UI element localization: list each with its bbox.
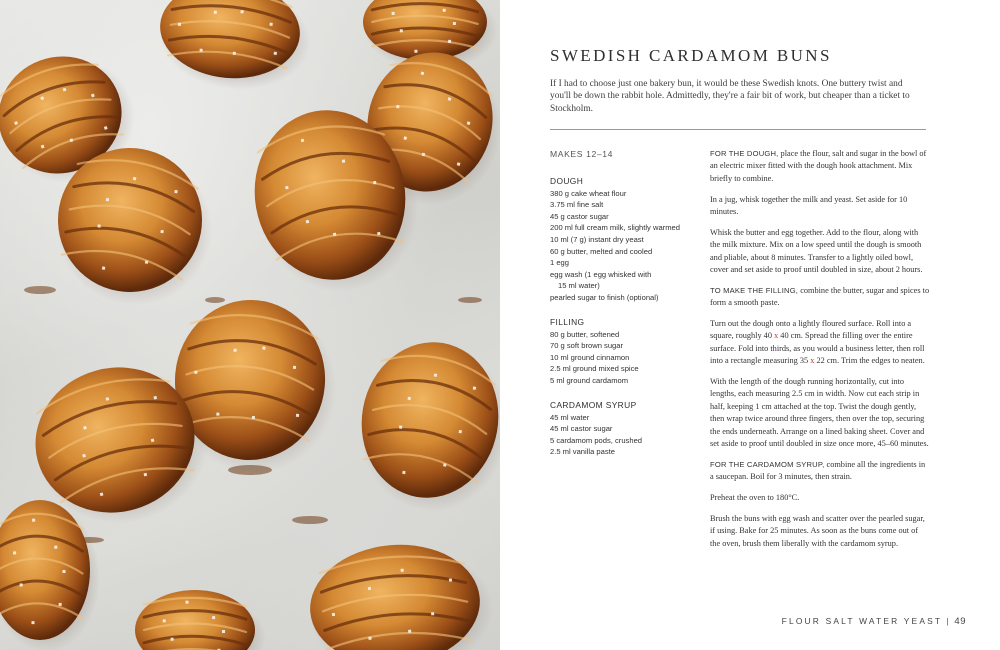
ingredient-item: 45 g castor sugar (550, 211, 609, 221)
ingredient-item: 10 ml ground cinnamon (550, 352, 630, 362)
group-title: DOUGH (550, 175, 584, 186)
ingredient-item: 3.75 ml fine salt (550, 200, 604, 210)
ingredient-item: 5 ml ground cardamom (550, 375, 629, 385)
divider (550, 129, 926, 130)
step-text: place the flour, salt and sugar in the bowl of an electric mixer fitted with the dough hook attachment. Mix briefly to combine. (710, 149, 927, 183)
recipe-page (500, 0, 1000, 650)
group-title: FILLING (550, 316, 585, 327)
ingredient-item: 10 ml (7 g) instant dry yeast (550, 234, 644, 244)
page-number: 49 (954, 616, 966, 627)
method-step (710, 148, 930, 185)
page-footer (782, 616, 966, 627)
cardamom-bun (135, 590, 266, 650)
method-step (710, 318, 930, 368)
times-sign: x (810, 356, 815, 366)
ingredient-item: 5 cardamom pods, crushed (550, 435, 643, 445)
ingredient-group-syrup (550, 399, 700, 458)
ingredient-item: pearled sugar to finish (optional) (550, 292, 659, 302)
ingredient-item: egg wash (1 egg whisked with (550, 269, 652, 279)
cardamom-bun (0, 500, 100, 650)
step-lead: FOR THE CARDAMOM SYRUP, (710, 459, 825, 469)
method-column (710, 148, 930, 558)
step-text: combine all the ingredients in a saucepan. Boil for 3 minutes, then strain. (710, 459, 926, 482)
ingredient-item: 45 ml castor sugar (550, 424, 613, 434)
ingredient-item: 60 g butter, melted and cooled (550, 246, 653, 256)
ingredient-item: 200 ml full cream milk, slightly warmed (550, 223, 680, 233)
ingredient-group-dough (550, 175, 700, 304)
ingredient-item: 1 egg (550, 258, 570, 268)
ingredient-item: 380 g cake wheat flour (550, 188, 627, 198)
ingredients-column (550, 149, 700, 470)
method-step (710, 459, 930, 484)
ingredient-group-filling (550, 316, 700, 387)
ingredient-item: 2.5 ml vanilla paste (550, 447, 616, 457)
step-lead: TO MAKE THE FILLING, (710, 285, 799, 295)
footer-separator: | (946, 616, 949, 626)
group-title: CARDAMOM SYRUP (550, 399, 637, 410)
method-step: Preheat the oven to 180°C. (710, 493, 800, 503)
yield-label: MAKES 12–14 (550, 149, 613, 159)
ingredient-item: 45 ml water (550, 412, 590, 422)
book-title: FLOUR SALT WATER YEAST (781, 616, 943, 626)
step-text: combine the butter, sugar and spices to form a smooth paste. (710, 285, 930, 308)
cardamom-bun (304, 537, 498, 650)
ingredient-item: 70 g soft brown sugar (550, 341, 624, 351)
recipe-intro: If I had to choose just one bakery bun, it would be these Swedish knots. One buttery twist and you'll be down the rabbit hole. Admittedly, they're a fair bit of work, but cheaper than a ticket to Stockholm. (550, 79, 910, 114)
recipe-title: SWEDISH CARDAMOM BUNS (550, 46, 832, 65)
ingredient-item: 2.5 ml ground mixed spice (550, 364, 639, 374)
continuation-text: 15 ml water) (558, 281, 600, 291)
method-step: With the length of the dough running horizontally, cut into lengths, each measuring 2.5 cm in width. Now cut each strip in half, keeping 1 cm attached at the top. Twist the dough gently, then wrap twice around three fingers, then over the top, securing the ends underneath. Arrange on a lined baking sheet. Cover and set aside to proof until doubled in size once more, 45–60 minutes. (710, 377, 929, 449)
times-sign: x (774, 331, 779, 341)
cardamom-bun (155, 0, 315, 96)
step-lead: FOR THE DOUGH, (710, 149, 779, 158)
cardamom-bun (347, 331, 500, 523)
ingredient-item-continued (550, 280, 700, 292)
step-text: 40 cm. Spread the filling over the entire surface. Fold into thirds, as you would a business letter, then roll into a rectangle measuring 35 (710, 331, 925, 366)
ingredient-item: 80 g butter, softened (550, 329, 620, 339)
method-step: Whisk the butter and egg together. Add to the flour, along with the milk mixture. Mix on a low speed until the dough is smooth and pliable, about 8 minutes. Transfer to a lightly oiled bowl, cover and set aside to proof until doubled in size, about 2 hours. (710, 227, 923, 275)
step-text: Turn out the dough onto a lightly floured surface. Roll into a square, roughly 40 (710, 319, 912, 341)
method-step (710, 285, 930, 310)
method-step: In a jug, whisk together the milk and yeast. Set aside for 10 minutes. (710, 194, 908, 217)
step-text: 22 cm. Trim the edges to neaten. (814, 356, 925, 366)
method-step: Brush the buns with egg wash and scatter over the pearled sugar, if using. Bake for 25 minutes. As soon as the buns come out of the oven, brush them liberally with the cardamom syrup. (710, 513, 925, 548)
